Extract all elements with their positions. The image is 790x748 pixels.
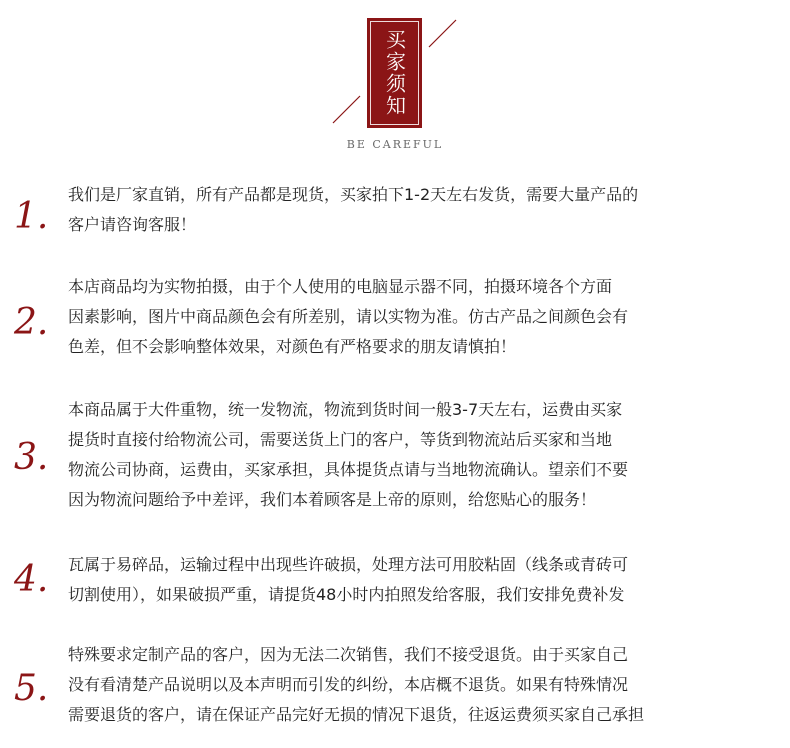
- notice-line: 本店商品均为实物拍摄，由于个人使用的电脑显示器不同，拍摄环境各个方面: [68, 277, 613, 296]
- header: [0, 0, 790, 160]
- title-badge: [367, 18, 422, 128]
- notice-line: 没有看清楚产品说明以及本声明而引发的纠纷，本店概不退货。如果有特殊情况: [68, 675, 629, 694]
- title-badge-border: [370, 21, 419, 125]
- notice-line: 物流公司协商，运费由，买家承担，具体提货点请与当地物流确认。望亲们不要: [68, 460, 629, 479]
- notice-number: 2.: [14, 302, 49, 343]
- notice-text: [68, 550, 783, 610]
- notice-text: [68, 395, 783, 515]
- notice-line: 需要退货的客户，请在保证产品完好无损的情况下退货，往返运费须买家自己承担: [68, 705, 645, 724]
- notice-number: 1.: [14, 196, 49, 237]
- notice-line: 色差，但不会影响整体效果，对颜色有严格要求的朋友请慎拍！: [68, 337, 517, 356]
- notice-text: [68, 180, 783, 240]
- decorative-line-left: [333, 96, 360, 123]
- notice-number: 5.: [14, 668, 49, 709]
- notice-line: 切割使用），如果破损严重，请提货48小时内拍照发给客服，我们安排免费补发: [68, 585, 625, 604]
- decorative-line-right: [429, 20, 456, 47]
- notice-line: 我们是厂家直销，所有产品都是现货，买家拍下1-2天左右发货，需要大量产品的: [68, 185, 639, 204]
- page-title: 买家须知: [382, 29, 407, 117]
- notice-line: 因为物流问题给予中差评，我们本着顾客是上帝的原则，给您贴心的服务！: [68, 490, 597, 509]
- notice-line: 特殊要求定制产品的客户，因为无法二次销售，我们不接受退货。由于买家自己: [68, 645, 629, 664]
- notice-text: [68, 272, 783, 362]
- notice-line: 提货时直接付给物流公司，需要送货上门的客户，等货到物流站后买家和当地: [68, 430, 613, 449]
- notice-number: 4.: [14, 559, 49, 600]
- notice-line: 因素影响，图片中商品颜色会有所差别，请以实物为准。仿古产品之间颜色会有: [68, 307, 629, 326]
- notice-number: 3.: [14, 437, 49, 478]
- notice-line: 客户请咨询客服！: [68, 215, 197, 234]
- notice-line: 本商品属于大件重物，统一发物流，物流到货时间一般3-7天左右，运费由买家: [68, 400, 623, 419]
- page-subtitle: BE CAREFUL: [346, 138, 444, 151]
- notice-line: 瓦属于易碎品，运输过程中出现些许破损，处理方法可用胶粘固（线条或青砖可: [68, 555, 629, 574]
- notice-text: [68, 640, 783, 730]
